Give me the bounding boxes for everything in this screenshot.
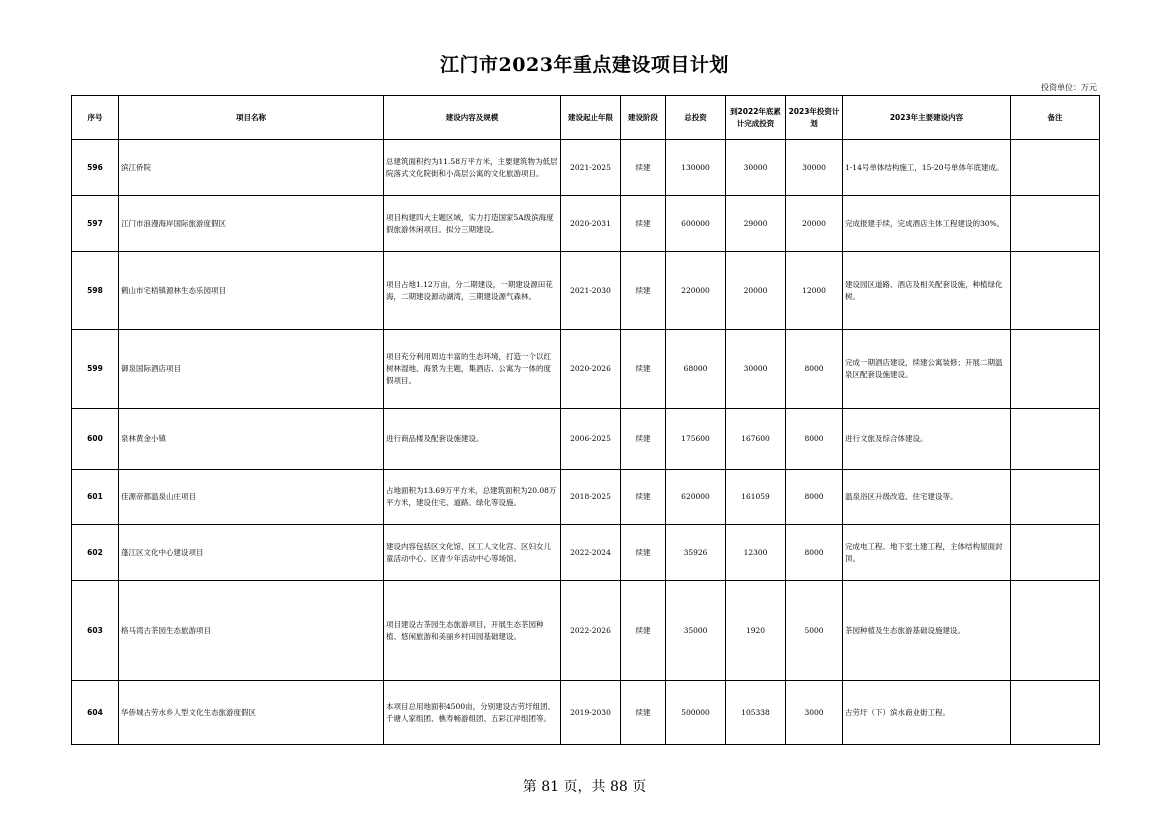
project-content: 项目构建四大主题区域，实力打造国家5A级滨海度假旅游休闲项目。拟分三期建设。 [384, 196, 561, 252]
table-row [72, 470, 1100, 525]
row-number: 601 [72, 470, 119, 525]
project-name: 格马湾古茶园生态旅游项目 [119, 581, 384, 681]
table-row [72, 409, 1100, 470]
project-content: 本项目总用地面积4500亩，分别建设古劳圩组团、千塘人家组团、樵寿畅游组团、五彩江岸组团等。 [384, 681, 561, 745]
project-content: 建设内容包括区文化馆、区工人文化宫、区妇女儿童活动中心、区青少年活动中心等场馆。 [384, 525, 561, 581]
project-period: 2019-2030 [561, 681, 621, 745]
project-period: 2020-2026 [561, 330, 621, 409]
project-stage: 续建 [621, 140, 666, 196]
col-header-no: 序号 [72, 96, 119, 140]
col-header-name: 项目名称 [119, 96, 384, 140]
investment-unit: 投资单位：万元 [1041, 83, 1097, 92]
remark [1011, 681, 1100, 745]
col-header-note: 备注 [1011, 96, 1100, 140]
completed-investment: 29000 [726, 196, 786, 252]
completed-investment: 105338 [726, 681, 786, 745]
completed-investment: 167600 [726, 409, 786, 470]
row-number: 600 [72, 409, 119, 470]
total-investment: 175600 [666, 409, 726, 470]
total-investment: 600000 [666, 196, 726, 252]
project-content: 进行商品楼及配套设施建设。 [384, 409, 561, 470]
remark [1011, 252, 1100, 330]
project-name: 御泉国际酒店项目 [119, 330, 384, 409]
completed-investment: 20000 [726, 252, 786, 330]
row-number: 597 [72, 196, 119, 252]
project-stage: 续建 [621, 581, 666, 681]
project-period: 2022-2026 [561, 581, 621, 681]
completed-investment: 161059 [726, 470, 786, 525]
remark [1011, 409, 1100, 470]
main-construction-2023: 茶园种植及生态旅游基础设施建设。 [843, 581, 1011, 681]
planned-investment-2023: 8000 [786, 470, 843, 525]
project-period: 2021-2025 [561, 140, 621, 196]
col-header-done: 到2022年底累计完成投资 [726, 96, 786, 140]
row-number: 599 [72, 330, 119, 409]
col-header-stage: 建设阶段 [621, 96, 666, 140]
planned-investment-2023: 8000 [786, 409, 843, 470]
project-period: 2021-2030 [561, 252, 621, 330]
remark [1011, 581, 1100, 681]
row-number: 602 [72, 525, 119, 581]
project-name: 鹤山市宅梧镇源林生态乐园项目 [119, 252, 384, 330]
project-stage: 续建 [621, 330, 666, 409]
project-stage: 续建 [621, 470, 666, 525]
completed-investment: 30000 [726, 330, 786, 409]
col-header-total: 总投资 [666, 96, 726, 140]
project-stage: 续建 [621, 525, 666, 581]
col-header-period: 建设起止年限 [561, 96, 621, 140]
page-title: 江门市2023年重点建设项目计划 [440, 54, 729, 76]
project-name: 泉林黄金小镇 [119, 409, 384, 470]
total-investment: 35000 [666, 581, 726, 681]
planned-investment-2023: 3000 [786, 681, 843, 745]
planned-investment-2023: 8000 [786, 525, 843, 581]
main-construction-2023: 完成电工程、地下室土建工程，主体结构屋面封顶。 [843, 525, 1011, 581]
table-row [72, 681, 1100, 745]
remark [1011, 140, 1100, 196]
main-construction-2023: 建设园区道路、酒店及相关配套设施，种植绿化树。 [843, 252, 1011, 330]
project-name: 蓬江区文化中心建设项目 [119, 525, 384, 581]
planned-investment-2023: 8000 [786, 330, 843, 409]
project-period: 2022-2024 [561, 525, 621, 581]
project-name: 华侨城古劳水乡人型文化生态旅游度假区 [119, 681, 384, 745]
row-number: 604 [72, 681, 119, 745]
planned-investment-2023: 12000 [786, 252, 843, 330]
project-name: 滨江侨院 [119, 140, 384, 196]
main-construction-2023: 古劳圩（下）滨水商业街工程。 [843, 681, 1011, 745]
project-name: 佳源帝都温泉山庄项目 [119, 470, 384, 525]
remark [1011, 470, 1100, 525]
main-construction-2023: 温泉浴区升级改造、住宅建设等。 [843, 470, 1011, 525]
project-stage: 续建 [621, 252, 666, 330]
project-stage: 续建 [621, 196, 666, 252]
project-period: 2020-2031 [561, 196, 621, 252]
project-table [71, 95, 1100, 745]
project-period: 2006-2025 [561, 409, 621, 470]
table-row [72, 196, 1100, 252]
main-construction-2023: 完成一期酒店建设，续建公寓装修；开展二期温泉区配套设施建设。 [843, 330, 1011, 409]
table-row [72, 525, 1100, 581]
table-row [72, 140, 1100, 196]
total-investment: 500000 [666, 681, 726, 745]
row-number: 596 [72, 140, 119, 196]
planned-investment-2023: 5000 [786, 581, 843, 681]
project-stage: 续建 [621, 681, 666, 745]
project-content: 占地面积为13.69万平方米，总建筑面积为20.08万平方米，建设住宅、道路、绿化等设施。 [384, 470, 561, 525]
row-number: 603 [72, 581, 119, 681]
main-construction-2023: 1-14号单体结构施工，15-20号单体年底建成。 [843, 140, 1011, 196]
planned-investment-2023: 20000 [786, 196, 843, 252]
col-header-content: 建设内容及规模 [384, 96, 561, 140]
row-number: 598 [72, 252, 119, 330]
total-investment: 620000 [666, 470, 726, 525]
project-stage: 续建 [621, 409, 666, 470]
col-header-main: 2023年主要建设内容 [843, 96, 1011, 140]
total-investment: 220000 [666, 252, 726, 330]
project-content: 项目占地1.12万亩，分二期建设，一期建设源田花海，二期建设源动湖湾，三期建设源气森林。 [384, 252, 561, 330]
project-content: 项目充分利用周边丰富的生态环境，打造一个以红树林湿地、海景为主题，集酒店、公寓为一体的度假项目。 [384, 330, 561, 409]
page-footer: 第 81 页，共 88 页 [522, 779, 647, 795]
total-investment: 35926 [666, 525, 726, 581]
total-investment: 130000 [666, 140, 726, 196]
project-content: 总建筑面积约为11.58万平方米，主要建筑物为低层院落式文化院街和小高层公寓的文化旅游项目。 [384, 140, 561, 196]
total-investment: 68000 [666, 330, 726, 409]
completed-investment: 30000 [726, 140, 786, 196]
remark [1011, 525, 1100, 581]
project-period: 2018-2025 [561, 470, 621, 525]
header-row [72, 96, 1100, 140]
project-content: 项目建设古茶园生态旅游项目，开展生态茶园种植、悠闲旅游和美丽乡村田园基础建设。 [384, 581, 561, 681]
remark [1011, 330, 1100, 409]
completed-investment: 1920 [726, 581, 786, 681]
main-construction-2023: 进行文旅及综合体建设。 [843, 409, 1011, 470]
completed-investment: 12300 [726, 525, 786, 581]
table-row [72, 330, 1100, 409]
main-construction-2023: 完成报建手续，完成酒店主体工程建设的30%。 [843, 196, 1011, 252]
table-row [72, 581, 1100, 681]
table-row [72, 252, 1100, 330]
project-name: 江门市浪漫海岸国际旅游度假区 [119, 196, 384, 252]
remark [1011, 196, 1100, 252]
col-header-plan: 2023年投资计划 [786, 96, 843, 140]
planned-investment-2023: 30000 [786, 140, 843, 196]
